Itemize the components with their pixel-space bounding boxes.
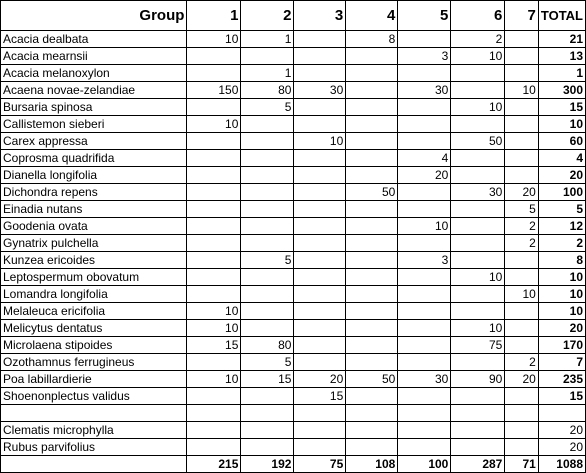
count-cell[interactable] bbox=[505, 65, 538, 82]
count-cell[interactable] bbox=[241, 286, 294, 303]
row-total-cell[interactable]: 20 bbox=[538, 167, 585, 184]
count-cell[interactable] bbox=[346, 286, 398, 303]
table-row bbox=[1, 439, 586, 456]
species-name-cell[interactable]: Callistemon sieberi bbox=[1, 116, 187, 133]
count-cell[interactable] bbox=[451, 439, 505, 456]
empty-cell[interactable] bbox=[241, 405, 294, 422]
count-cell[interactable] bbox=[505, 31, 538, 48]
count-cell[interactable] bbox=[398, 99, 451, 116]
row-total-cell[interactable]: 170 bbox=[538, 337, 585, 354]
count-cell[interactable] bbox=[451, 150, 505, 167]
count-cell[interactable] bbox=[398, 269, 451, 286]
column-total-cell[interactable]: 192 bbox=[241, 456, 294, 473]
table-row bbox=[1, 201, 586, 218]
count-cell[interactable]: 10 bbox=[187, 303, 241, 320]
row-total-cell[interactable]: 10 bbox=[538, 269, 585, 286]
table-row bbox=[1, 133, 586, 150]
count-cell[interactable] bbox=[294, 235, 346, 252]
count-cell[interactable] bbox=[294, 65, 346, 82]
count-cell[interactable] bbox=[398, 303, 451, 320]
count-cell[interactable]: 2 bbox=[451, 31, 505, 48]
row-total-cell[interactable]: 100 bbox=[538, 184, 585, 201]
species-name-cell[interactable]: Poa labillardierie bbox=[1, 371, 187, 388]
count-cell[interactable] bbox=[187, 422, 241, 439]
count-cell[interactable]: 10 bbox=[451, 48, 505, 65]
count-cell[interactable]: 50 bbox=[346, 184, 398, 201]
count-cell[interactable] bbox=[451, 354, 505, 371]
count-cell[interactable] bbox=[294, 439, 346, 456]
species-name-cell[interactable]: Melicytus dentatus bbox=[1, 320, 187, 337]
species-name-cell[interactable]: Acacia melanoxylon bbox=[1, 65, 187, 82]
count-cell[interactable] bbox=[505, 388, 538, 405]
count-cell[interactable] bbox=[346, 422, 398, 439]
count-cell[interactable]: 8 bbox=[346, 31, 398, 48]
table-row bbox=[1, 252, 586, 269]
table-row bbox=[1, 99, 586, 116]
count-cell[interactable]: 75 bbox=[451, 337, 505, 354]
count-cell[interactable] bbox=[241, 184, 294, 201]
row-total-cell[interactable]: 7 bbox=[538, 354, 585, 371]
row-total-cell[interactable]: 10 bbox=[538, 116, 585, 133]
table-row bbox=[1, 82, 586, 99]
count-cell[interactable]: 10 bbox=[187, 116, 241, 133]
count-cell[interactable] bbox=[241, 269, 294, 286]
count-cell[interactable] bbox=[346, 116, 398, 133]
count-cell[interactable] bbox=[346, 269, 398, 286]
empty-cell[interactable] bbox=[346, 405, 398, 422]
count-cell[interactable]: 10 bbox=[187, 320, 241, 337]
count-cell[interactable] bbox=[346, 252, 398, 269]
count-cell[interactable] bbox=[241, 320, 294, 337]
count-cell[interactable] bbox=[398, 388, 451, 405]
count-cell[interactable] bbox=[346, 235, 398, 252]
count-cell[interactable] bbox=[398, 65, 451, 82]
count-cell[interactable]: 3 bbox=[398, 48, 451, 65]
group-number-header[interactable]: 3 bbox=[294, 1, 346, 31]
species-name-cell[interactable]: Bursaria spinosa bbox=[1, 99, 187, 116]
empty-cell[interactable] bbox=[398, 405, 451, 422]
count-cell[interactable] bbox=[187, 286, 241, 303]
row-total-cell[interactable]: 2 bbox=[538, 235, 585, 252]
row-total-cell[interactable]: 10 bbox=[538, 303, 585, 320]
count-cell[interactable] bbox=[241, 422, 294, 439]
count-cell[interactable] bbox=[346, 218, 398, 235]
row-total-cell[interactable]: 15 bbox=[538, 388, 585, 405]
count-cell[interactable] bbox=[505, 320, 538, 337]
table-row bbox=[1, 235, 586, 252]
empty-cell[interactable] bbox=[451, 405, 505, 422]
table-row bbox=[1, 286, 586, 303]
count-cell[interactable] bbox=[451, 201, 505, 218]
count-cell[interactable] bbox=[398, 201, 451, 218]
table-row bbox=[1, 116, 586, 133]
table-row bbox=[1, 303, 586, 320]
count-cell[interactable] bbox=[241, 167, 294, 184]
count-cell[interactable]: 50 bbox=[451, 133, 505, 150]
row-total-cell[interactable]: 13 bbox=[538, 48, 585, 65]
species-name-cell[interactable]: Lomandra longifolia bbox=[1, 286, 187, 303]
table-row bbox=[1, 184, 586, 201]
species-name-cell[interactable]: Shoenonplectus validus bbox=[1, 388, 187, 405]
count-cell[interactable] bbox=[187, 201, 241, 218]
column-total-cell[interactable]: 75 bbox=[294, 456, 346, 473]
count-cell[interactable] bbox=[187, 167, 241, 184]
count-cell[interactable] bbox=[451, 65, 505, 82]
count-cell[interactable] bbox=[294, 201, 346, 218]
totals-label-cell[interactable] bbox=[1, 456, 187, 473]
species-name-cell[interactable]: Acacia mearnsii bbox=[1, 48, 187, 65]
count-cell[interactable] bbox=[505, 269, 538, 286]
row-total-cell[interactable]: 20 bbox=[538, 439, 585, 456]
count-cell[interactable] bbox=[451, 303, 505, 320]
count-cell[interactable] bbox=[346, 167, 398, 184]
count-cell[interactable]: 150 bbox=[187, 82, 241, 99]
count-cell[interactable] bbox=[346, 439, 398, 456]
group-number-header[interactable]: 4 bbox=[346, 1, 398, 31]
count-cell[interactable] bbox=[241, 218, 294, 235]
count-cell[interactable] bbox=[398, 337, 451, 354]
count-cell[interactable] bbox=[451, 422, 505, 439]
column-total-cell[interactable]: 108 bbox=[346, 456, 398, 473]
table-row bbox=[1, 31, 586, 48]
count-cell[interactable] bbox=[398, 286, 451, 303]
row-total-cell[interactable]: 300 bbox=[538, 82, 585, 99]
totals-row bbox=[1, 456, 586, 473]
count-cell[interactable] bbox=[187, 388, 241, 405]
table-row bbox=[1, 354, 586, 371]
count-cell[interactable] bbox=[505, 150, 538, 167]
count-cell[interactable] bbox=[398, 422, 451, 439]
empty-cell[interactable] bbox=[538, 405, 585, 422]
species-name-cell[interactable]: Carex appressa bbox=[1, 133, 187, 150]
species-name-cell[interactable]: Dianella longifolia bbox=[1, 167, 187, 184]
count-cell[interactable] bbox=[346, 150, 398, 167]
count-cell[interactable] bbox=[294, 422, 346, 439]
count-cell[interactable] bbox=[346, 201, 398, 218]
count-cell[interactable] bbox=[241, 48, 294, 65]
count-cell[interactable]: 10 bbox=[505, 286, 538, 303]
count-cell[interactable] bbox=[346, 320, 398, 337]
count-cell[interactable] bbox=[294, 150, 346, 167]
count-cell[interactable]: 30 bbox=[451, 184, 505, 201]
count-cell[interactable]: 30 bbox=[398, 82, 451, 99]
empty-cell[interactable] bbox=[187, 405, 241, 422]
column-total-cell[interactable]: 287 bbox=[451, 456, 505, 473]
species-name-cell[interactable]: Rubus parvifolius bbox=[1, 439, 187, 456]
count-cell[interactable] bbox=[398, 133, 451, 150]
count-cell[interactable]: 5 bbox=[505, 201, 538, 218]
count-cell[interactable] bbox=[241, 439, 294, 456]
row-total-cell[interactable]: 20 bbox=[538, 320, 585, 337]
count-cell[interactable] bbox=[505, 422, 538, 439]
count-cell[interactable] bbox=[398, 184, 451, 201]
species-name-cell[interactable]: Clematis microphylla bbox=[1, 422, 187, 439]
count-cell[interactable] bbox=[294, 303, 346, 320]
count-cell[interactable]: 30 bbox=[294, 82, 346, 99]
count-cell[interactable]: 20 bbox=[505, 371, 538, 388]
count-cell[interactable] bbox=[505, 133, 538, 150]
count-cell[interactable] bbox=[294, 167, 346, 184]
count-cell[interactable] bbox=[505, 337, 538, 354]
table-row bbox=[1, 269, 586, 286]
row-total-cell[interactable]: 12 bbox=[538, 218, 585, 235]
count-cell[interactable]: 1 bbox=[241, 31, 294, 48]
blank-row bbox=[1, 405, 586, 422]
count-cell[interactable] bbox=[346, 82, 398, 99]
count-cell[interactable] bbox=[187, 150, 241, 167]
table-row bbox=[1, 150, 586, 167]
row-total-cell[interactable]: 4 bbox=[538, 150, 585, 167]
count-cell[interactable] bbox=[451, 286, 505, 303]
count-cell[interactable] bbox=[346, 388, 398, 405]
count-cell[interactable] bbox=[505, 48, 538, 65]
row-total-cell[interactable]: 60 bbox=[538, 133, 585, 150]
empty-cell[interactable] bbox=[294, 405, 346, 422]
count-cell[interactable] bbox=[241, 133, 294, 150]
count-cell[interactable] bbox=[451, 218, 505, 235]
count-cell[interactable]: 10 bbox=[451, 269, 505, 286]
count-cell[interactable]: 20 bbox=[398, 167, 451, 184]
count-cell[interactable]: 2 bbox=[505, 235, 538, 252]
count-cell[interactable] bbox=[241, 116, 294, 133]
count-cell[interactable]: 50 bbox=[346, 371, 398, 388]
count-cell[interactable] bbox=[294, 269, 346, 286]
table-row bbox=[1, 218, 586, 235]
count-cell[interactable] bbox=[398, 439, 451, 456]
count-cell[interactable]: 5 bbox=[241, 354, 294, 371]
count-cell[interactable]: 15 bbox=[241, 371, 294, 388]
count-cell[interactable]: 20 bbox=[505, 184, 538, 201]
count-cell[interactable] bbox=[451, 82, 505, 99]
count-cell[interactable] bbox=[294, 320, 346, 337]
count-cell[interactable]: 80 bbox=[241, 337, 294, 354]
count-cell[interactable] bbox=[294, 354, 346, 371]
count-cell[interactable] bbox=[187, 48, 241, 65]
count-cell[interactable] bbox=[294, 286, 346, 303]
count-cell[interactable] bbox=[346, 133, 398, 150]
count-cell[interactable] bbox=[398, 31, 451, 48]
count-cell[interactable]: 5 bbox=[241, 99, 294, 116]
count-cell[interactable]: 10 bbox=[398, 218, 451, 235]
count-cell[interactable]: 4 bbox=[398, 150, 451, 167]
count-cell[interactable] bbox=[187, 269, 241, 286]
species-name-cell[interactable]: Melaleuca ericifolia bbox=[1, 303, 187, 320]
table-row bbox=[1, 320, 586, 337]
species-name-cell[interactable]: Leptospermum obovatum bbox=[1, 269, 187, 286]
count-cell[interactable] bbox=[187, 354, 241, 371]
count-cell[interactable] bbox=[398, 354, 451, 371]
species-name-cell[interactable]: Coprosma quadrifida bbox=[1, 150, 187, 167]
count-cell[interactable] bbox=[241, 235, 294, 252]
count-cell[interactable]: 10 bbox=[294, 133, 346, 150]
count-cell[interactable] bbox=[241, 388, 294, 405]
table-row bbox=[1, 167, 586, 184]
count-cell[interactable] bbox=[346, 99, 398, 116]
count-cell[interactable] bbox=[294, 252, 346, 269]
group-number-header[interactable]: 2 bbox=[241, 1, 294, 31]
row-total-cell[interactable]: 8 bbox=[538, 252, 585, 269]
count-cell[interactable]: 15 bbox=[294, 388, 346, 405]
count-cell[interactable] bbox=[505, 439, 538, 456]
count-cell[interactable] bbox=[241, 201, 294, 218]
count-cell[interactable]: 2 bbox=[505, 218, 538, 235]
count-cell[interactable] bbox=[241, 303, 294, 320]
species-name-cell[interactable]: Dichondra repens bbox=[1, 184, 187, 201]
count-cell[interactable]: 1 bbox=[241, 65, 294, 82]
count-cell[interactable] bbox=[187, 218, 241, 235]
grand-total-cell[interactable]: 1088 bbox=[538, 456, 585, 473]
row-total-cell[interactable]: 235 bbox=[538, 371, 585, 388]
empty-cell[interactable] bbox=[1, 405, 187, 422]
count-cell[interactable]: 20 bbox=[294, 371, 346, 388]
table-body bbox=[1, 1, 586, 473]
count-cell[interactable] bbox=[346, 337, 398, 354]
row-total-cell[interactable]: 5 bbox=[538, 201, 585, 218]
count-cell[interactable] bbox=[294, 31, 346, 48]
count-cell[interactable]: 10 bbox=[451, 99, 505, 116]
count-cell[interactable]: 2 bbox=[505, 354, 538, 371]
count-cell[interactable] bbox=[187, 439, 241, 456]
count-cell[interactable] bbox=[505, 303, 538, 320]
species-name-cell[interactable]: Acacia dealbata bbox=[1, 31, 187, 48]
species-name-cell[interactable]: Ozothamnus ferrugineus bbox=[1, 354, 187, 371]
count-cell[interactable] bbox=[187, 235, 241, 252]
count-cell[interactable] bbox=[187, 184, 241, 201]
species-name-cell[interactable]: Microlaena stipoides bbox=[1, 337, 187, 354]
count-cell[interactable] bbox=[398, 116, 451, 133]
count-cell[interactable]: 80 bbox=[241, 82, 294, 99]
count-cell[interactable]: 90 bbox=[451, 371, 505, 388]
header-row bbox=[1, 1, 586, 31]
species-name-cell[interactable]: Goodenia ovata bbox=[1, 218, 187, 235]
column-total-cell[interactable]: 100 bbox=[398, 456, 451, 473]
species-name-cell[interactable]: Einadia nutans bbox=[1, 201, 187, 218]
count-cell[interactable]: 5 bbox=[241, 252, 294, 269]
table-row bbox=[1, 371, 586, 388]
empty-cell[interactable] bbox=[505, 405, 538, 422]
group-header-cell[interactable]: Group bbox=[1, 1, 187, 31]
count-cell[interactable]: 10 bbox=[187, 31, 241, 48]
row-total-cell[interactable]: 10 bbox=[538, 286, 585, 303]
species-name-cell[interactable]: Acaena novae-zelandiae bbox=[1, 82, 187, 99]
count-cell[interactable] bbox=[187, 65, 241, 82]
count-cell[interactable] bbox=[505, 116, 538, 133]
group-number-header[interactable]: 1 bbox=[187, 1, 241, 31]
table-row bbox=[1, 388, 586, 405]
count-cell[interactable] bbox=[451, 235, 505, 252]
count-cell[interactable] bbox=[294, 116, 346, 133]
column-total-cell[interactable]: 71 bbox=[505, 456, 538, 473]
row-total-cell[interactable]: 21 bbox=[538, 31, 585, 48]
row-total-cell[interactable]: 15 bbox=[538, 99, 585, 116]
count-cell[interactable] bbox=[346, 303, 398, 320]
species-name-cell[interactable]: Kunzea ericoides bbox=[1, 252, 187, 269]
count-cell[interactable]: 10 bbox=[187, 371, 241, 388]
count-cell[interactable] bbox=[187, 133, 241, 150]
count-cell[interactable] bbox=[294, 184, 346, 201]
group-number-header[interactable]: 7 bbox=[505, 1, 538, 31]
count-cell[interactable] bbox=[294, 99, 346, 116]
count-cell[interactable] bbox=[505, 99, 538, 116]
row-total-cell[interactable]: 1 bbox=[538, 65, 585, 82]
table-row bbox=[1, 48, 586, 65]
count-cell[interactable] bbox=[451, 252, 505, 269]
species-name-cell[interactable]: Gynatrix pulchella bbox=[1, 235, 187, 252]
count-cell[interactable] bbox=[294, 48, 346, 65]
count-cell[interactable] bbox=[505, 252, 538, 269]
table-row bbox=[1, 422, 586, 439]
count-cell[interactable] bbox=[505, 167, 538, 184]
group-number-header[interactable]: 6 bbox=[451, 1, 505, 31]
count-cell[interactable]: 10 bbox=[451, 320, 505, 337]
count-cell[interactable] bbox=[451, 388, 505, 405]
count-cell[interactable] bbox=[451, 167, 505, 184]
count-cell[interactable] bbox=[398, 235, 451, 252]
count-cell[interactable] bbox=[346, 48, 398, 65]
count-cell[interactable] bbox=[187, 252, 241, 269]
total-header-cell[interactable]: TOTAL bbox=[538, 1, 585, 31]
count-cell[interactable] bbox=[294, 337, 346, 354]
group-number-header[interactable]: 5 bbox=[398, 1, 451, 31]
column-total-cell[interactable]: 215 bbox=[187, 456, 241, 473]
count-cell[interactable] bbox=[346, 354, 398, 371]
count-cell[interactable]: 10 bbox=[505, 82, 538, 99]
count-cell[interactable] bbox=[187, 99, 241, 116]
count-cell[interactable]: 15 bbox=[187, 337, 241, 354]
table-row bbox=[1, 65, 586, 82]
table-row bbox=[1, 337, 586, 354]
count-cell[interactable]: 3 bbox=[398, 252, 451, 269]
count-cell[interactable] bbox=[346, 65, 398, 82]
count-cell[interactable] bbox=[294, 218, 346, 235]
count-cell[interactable]: 30 bbox=[398, 371, 451, 388]
row-total-cell[interactable]: 20 bbox=[538, 422, 585, 439]
count-cell[interactable] bbox=[451, 116, 505, 133]
count-cell[interactable] bbox=[398, 320, 451, 337]
count-cell[interactable] bbox=[241, 150, 294, 167]
